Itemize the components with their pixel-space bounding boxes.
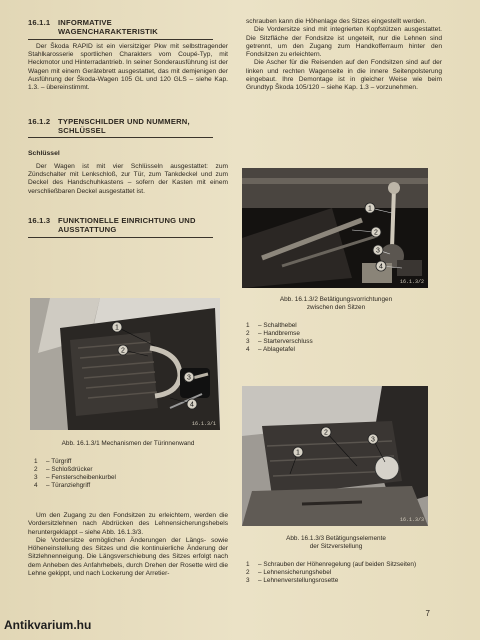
controls-illustration	[242, 168, 428, 288]
paragraph: Die Vordersitze sind mit integrierten Kopfstützen ausgestattet. Die Sitzfläche der Fondsitze ist ungeteilt, nur die Lehnen sind getrennt, um den Zugang zum Handkofferraum hinter den Fondsitzen zu erleichtern.	[246, 26, 442, 59]
svg-text:1: 1	[115, 324, 119, 332]
section-number: 16.1.1	[28, 18, 51, 27]
paragraph: Die Vordersitze ermöglichen Änderungen der Längs- sowie Höheneinstellung des Sitzes und die kontinuierliche Änderung der Sitzlehnenneigung. Die Längsverschiebung des Sitzes erfolgt nach dem Anheben des Anfahrhebels, durch Drehen der Rosette wird die Lehne gekippt, und nach Lockerung der Arretier-	[28, 536, 228, 578]
legend-item: 3 – Lehnenverstellungsrosette	[246, 577, 339, 584]
right-column-top	[246, 18, 442, 93]
paragraph: schrauben kann die Höhenlage des Sitzes eingestellt werden.	[246, 18, 427, 25]
legend-item: 3 – Fensterscheibenkurbel	[34, 474, 116, 481]
figure-1-caption: Abb. 16.1.3/1 Mechanismen der Türinnenwand	[61, 440, 195, 447]
figure-2-legend	[246, 322, 436, 354]
section-title: TYPENSCHILDER UND NUMMERN,	[58, 116, 190, 126]
subheading-keys: Schlüssel	[28, 150, 60, 158]
heading-rule	[28, 237, 213, 238]
legend-item: 2 – Schloßdrücker	[34, 466, 93, 473]
figure-3-caption	[240, 535, 432, 551]
seat-illustration	[242, 386, 428, 526]
svg-text:3: 3	[371, 436, 375, 444]
svg-text:3: 3	[187, 374, 191, 382]
legend-item: 2 – Handbremse	[246, 330, 300, 337]
section-title: FUNKTIONELLE EINRICHTUNG UND	[58, 215, 196, 225]
svg-text:1: 1	[368, 205, 372, 213]
figure-1-legend	[34, 458, 224, 490]
figure-tag: 16.1.3/2	[399, 279, 424, 285]
legend-item: 1 – Türgriff	[34, 458, 72, 465]
legend-item: 1 – Schalthebel	[246, 322, 297, 329]
legend-item: 1 – Schrauben der Höhenregelung (auf beiden Sitzseiten)	[246, 561, 417, 568]
section-title-line2: SCHLÜSSEL	[58, 126, 106, 135]
section-number: 16.1.2	[28, 116, 51, 126]
svg-text:4: 4	[190, 401, 194, 409]
caption-line: zwischen den Sitzen	[306, 304, 366, 311]
svg-text:4: 4	[379, 263, 383, 271]
left-column	[28, 18, 228, 241]
figure-3-legend	[246, 561, 436, 585]
svg-text:2: 2	[121, 347, 125, 355]
heading-rule	[28, 137, 213, 138]
caption-line: Abb. 16.1.3/3 Betätigungselemente	[286, 535, 386, 542]
section-title-line2: WAGENCHARAKTERISTIK	[58, 27, 158, 37]
door-panel-illustration	[30, 298, 220, 430]
svg-text:2: 2	[324, 429, 328, 437]
section-heading-16-1-1	[28, 18, 228, 37]
legend-item: 2 – Lehnensicherungshebel	[246, 569, 332, 576]
paragraph: Der Škoda RAPID ist ein viersitziger Pkw mit selbsttragender Stahlkarosserie sportlichen Charakters vom Coupé-Typ, mit Heckmotor und Hinterradantrieb. In seiner Sonderausführung ist der Wagen mit einem Gerätebrett ausgestattet, das mit demjenigen der Ausführung der Škoda-Wagen 105 GL und 120 GLS – siehe Kap. 1.3. – übereinstimmt.	[28, 42, 228, 92]
watermark: Antikvarium.hu	[4, 618, 92, 632]
legend-item: 4 – Ablagetafel	[246, 346, 295, 353]
caption-line: Abb. 16.1.3/2 Betätigungsvorrichtungen	[279, 296, 393, 303]
figure-2-caption	[240, 296, 432, 312]
section-heading-16-1-3	[28, 216, 228, 235]
figure-tag: 16.1.3/1	[191, 421, 216, 427]
svg-text:1: 1	[296, 449, 300, 457]
section-number: 16.1.3	[28, 215, 51, 225]
paragraph: Die Ascher für die Reisenden auf den Fondsitzen sind auf der linken und rechten Wagenseite in die innere Seitenpolsterung eingebaut. Ihre Demontage ist in gleicher Weise wie beim Grundtyp Škoda 105/120 – siehe Kap. 1.3 – vorzunehmen.	[246, 59, 442, 92]
legend-item: 3 – Starterverschluss	[246, 338, 313, 345]
section-heading-16-1-2	[28, 117, 228, 136]
figure-seat-photo	[242, 386, 428, 526]
figure-tag: 16.1.3/3	[399, 517, 424, 523]
section-title: INFORMATIVE	[58, 18, 112, 27]
left-column-bottom	[28, 512, 228, 578]
paragraph: Um den Zugang zu den Fondsitzen zu erleichtern, werden die Vordersitzlehnen nach Abdrücken des Lehnensicherungshebels heruntergeklappt – siehe Abb. 16.1.3/3.	[28, 512, 228, 536]
heading-rule	[28, 39, 213, 40]
page-number: 7	[425, 609, 430, 618]
caption-line: der Sitzverstellung	[309, 543, 363, 550]
figure-door-panel-photo	[30, 298, 220, 430]
figure-controls-photo	[242, 168, 428, 288]
svg-text:3: 3	[376, 247, 380, 255]
svg-text:2: 2	[374, 229, 378, 237]
legend-item: 4 – Türanziehgriff	[34, 482, 91, 489]
paragraph: Der Wagen ist mit vier Schlüsseln ausgestattet: zum Zündschalter mit Lenkschloß, zur Tür, zum Tankdeckel und zum Deckel des Handschuhkastens – sofern der Kasten mit einem verschließbaren Deckel ausgestattet ist.	[28, 162, 228, 195]
section-title-line2: AUSSTATTUNG	[58, 225, 117, 235]
